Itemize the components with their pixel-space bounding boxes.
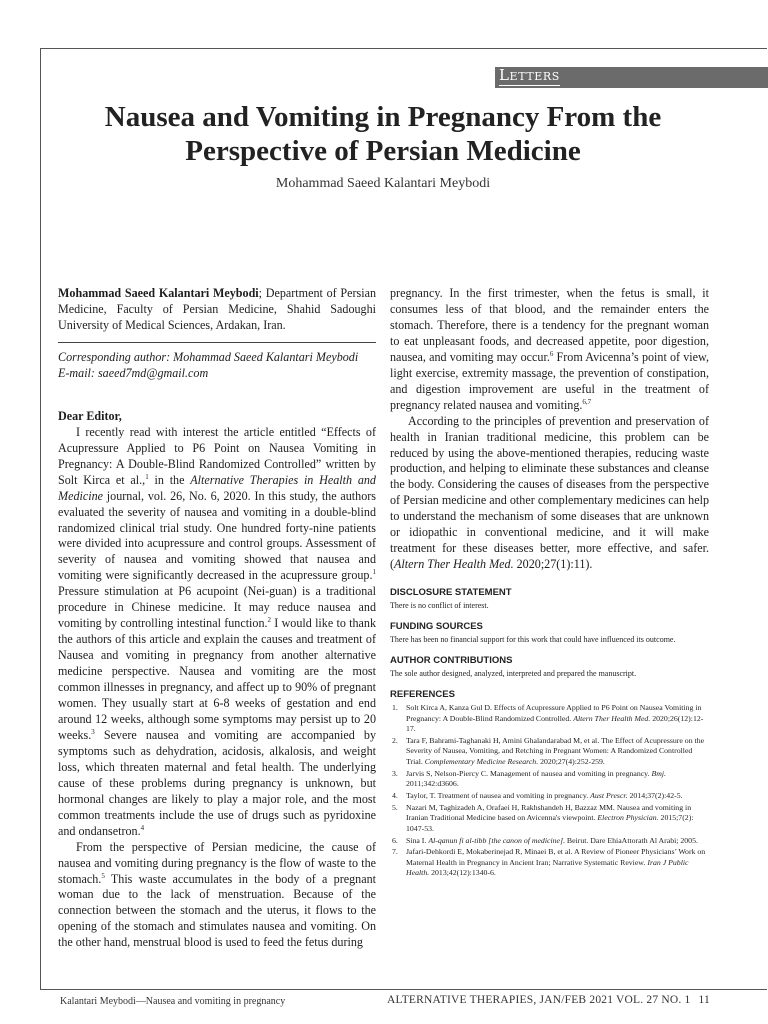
disclosure-heading: DISCLOSURE STATEMENT bbox=[390, 587, 512, 599]
contributions-text: The sole author designed, analyzed, interpreted and prepared the manuscript. bbox=[390, 669, 637, 679]
reference-item: 6. Sina I. Al-qanun fi al-tibb [the canon of medicine]. Beirut. Dare EhiaAttorath Al Arabi; 2005. bbox=[392, 835, 698, 845]
section-label: Letters bbox=[499, 66, 560, 84]
funding-heading: FUNDING SOURCES bbox=[390, 621, 483, 633]
affiliation-name: Mohammad Saeed Kalantari Meybodi bbox=[58, 286, 259, 300]
article-title: Nausea and Vomiting in Pregnancy From the Perspective of Persian Medicine bbox=[104, 101, 662, 167]
affiliation bbox=[58, 286, 376, 334]
divider bbox=[58, 342, 376, 343]
contributions-heading: AUTHOR CONTRIBUTIONS bbox=[390, 655, 513, 667]
right-column bbox=[390, 286, 709, 880]
disclosure-text: There is no conflict of interest. bbox=[390, 601, 489, 611]
references-heading: REFERENCES bbox=[390, 689, 455, 701]
paragraph-1: I recently read with interest the article entitled “Effects of Acupressure Applied to P6 Point on Nausea Vomiting in Pregnancy: A Double-Blind Randomized Controlled” written by Solt Kirca et al.,$^1$ in the Alternative Therapies in Health and Medicine journal, vol. 26, No. 6, 2020. In this study, the authors evaluated the severity of nausea and vomiting in a double-blind randomized clinical trial study. One hundred forty-nine patients were divided into acupressure and control groups. Assessment of severity of nausea and vomiting showed that nausea and vomiting were significantly decreased in the acupressure group.$^1$ Pressure stimulation at P6 acupoint (Nei-guan) is a traditional procedure in Chinese medicine. It may reduce nausea and vomiting by controlling intestinal function.$^2$ I would like to thank the authors of this article and explain the causes and treatment of Nausea and vomiting in pregnancy from another alternative medicine perspective. Nausea and vomiting are the most common illnesses in pregnancy, and affect up to 90% of pregnant women. They usually start at 6-8 weeks of gestation and end around 12 weeks, although some symptoms may persist up to 20 weeks.$^3$ Severe nausea and vomiting are accompanied by symptoms such as dehydration, acidosis, alkalosis, and weight loss, which threaten maternal and fetal health. The underlying cause of these problems during pregnancy is unknown, but hormonal changes are likely to play a major role, and the most common treatments include the use of drugs such as pyridoxine and ondansetron.$^4$ bbox=[58, 424, 376, 838]
footer-running-title: Kalantari Meybodi—Nausea and vomiting in pregnancy bbox=[60, 996, 286, 1007]
author-byline: Mohammad Saeed Kalantari Meybodi bbox=[275, 176, 491, 191]
paragraph-2-continued: pregnancy. In the first trimester, when the fetus is small, it consumes less of that blood, and the remainder enters the stomach. Therefore, there is a tendency for the pregnant woman to eat unpleasant foods, and decreased appetite, poor digestion, nausea, and vomiting may occur.$^6$ From Avicenna’s point of view, light exercise, extremity massage, the prevention of constipation, and digestion improvement are useful in the treatment of pregnancy related nausea and vomiting.$^{6,7}$ bbox=[390, 286, 709, 412]
affiliation-text: ; Department of Persian Medicine, Faculty of Persian Medicine, Shahid Sadoughi University of Medical Sciences, Ardakan, Iran. bbox=[58, 286, 376, 332]
page-number: 11 bbox=[698, 994, 710, 1006]
paragraph-2: From the perspective of Persian medicine, the cause of nausea and vomiting during pregnancy is the flow of waste to the stomach.$^5$ This waste accumulates in the body of a pregnant woman due to the lack of menstruation. Because of the connection between the stomach and the uterus, it flows to the opening of the stomach and stimulates nausea and vomiting. On the other hand, menstrual blood is used to feed the fetus during bbox=[58, 839, 376, 950]
reference-item: 5. Nazari M, Taghizadeh A, Orafaei H, Rakhshandeh H, Bazzaz MM. Nausea and vomiting in Iranian Traditional Medicine based on Avicenna's viewpoint. Electron Physician. 2015;7(2): 1047-53. bbox=[392, 802, 694, 833]
funding-text: There has been no financial support for this work that could have influenced its outcome. bbox=[390, 635, 676, 645]
corresponding-author: Corresponding author: Mohammad Saeed Kalantari Meybodi bbox=[58, 349, 359, 364]
salutation: Dear Editor, bbox=[58, 408, 122, 423]
paragraph-3: According to the principles of prevention and preservation of health in Iranian traditional medicine, this problem can be reduced by using the above-mentioned therapies, reducing waste production, and helping to eliminate these substances and cleanse the body. Considering the causes of diseases from the perspective of Persian medicine and other complementary medicines can help to understand the mechanism of some diseases that are unknown or idiopathic in conventional medicine, and it will make treatment for these diseases better, more effective, and safer. (Altern Ther Health Med. 2020;27(1):11). bbox=[390, 413, 709, 572]
reference-item: 2. Tara F, Bahrami-Taghanaki H, Amini Ghalandarabad M, et al. The Effect of Acupressure on the Severity of Nausea, Vomiting, and Retching in Pregnant Women: A Randomized Controlled Trial. Complementary Medicine Research. 2020;27(4):252-259. bbox=[392, 735, 705, 766]
left-column bbox=[58, 286, 376, 951]
reference-item: 1. Solt Kirca A, Kanza Gul D. Effects of Acupressure Applied to P6 Point on Nausea Vomiting in Pregnancy: A Double-Blind Randomized Controlled. Altern Ther Health Med. 2020;26(12):12-17. bbox=[392, 703, 704, 733]
reference-list bbox=[390, 703, 709, 879]
footer-journal bbox=[387, 994, 710, 1006]
email: E-mail: saeed7md@gmail.com bbox=[58, 365, 209, 380]
reference-item: 3. Jarvis S, Nelson-Piercy C. Management of nausea and vomiting in pregnancy. Bmj. 2011;342:d3606. bbox=[392, 768, 666, 788]
reference-item: 4. Taylor, T. Treatment of nausea and vomiting in pregnancy. Aust Prescr. 2014;37(2):42-5. bbox=[392, 790, 683, 800]
footer-journal-name: ALTERNATIVE THERAPIES, JAN/FEB 2021 VOL. 27 NO. 1 bbox=[387, 994, 691, 1006]
reference-item: 7. Jafari-Dehkordi E, Mokaberinejad R, Minaei B, et al. A Review of Pioneer Physicians’ Work on Maternal Health in Pregnancy in Ancient Iran; Narrative Systematic Review. Iran J Public Health. 2013;42(12):1340-6. bbox=[392, 847, 706, 878]
